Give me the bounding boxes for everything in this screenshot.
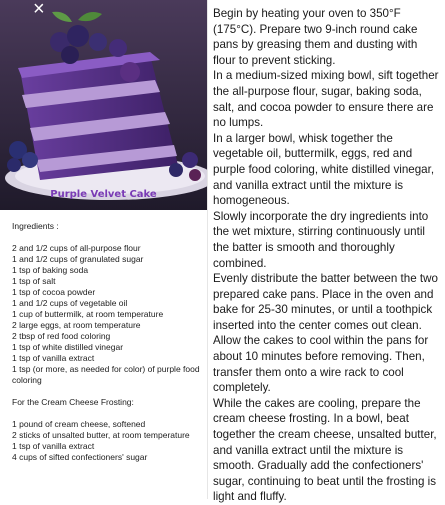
list-item: 1 tsp of baking soda [12, 265, 89, 275]
ingredients-list [12, 221, 202, 463]
list-item: 1 and 1/2 cups of granulated sugar [12, 254, 144, 264]
panel-divider [207, 0, 208, 499]
left-panel [0, 0, 207, 499]
instruction-step: Evenly distribute the batter between the two prepared cake pans. Place in the oven and bake for 25-30 minutes, or until a toothpick inserted into the center comes out clean. [213, 272, 438, 332]
close-icon[interactable]: × [33, 0, 45, 20]
frosting-heading: For the Cream Cheese Frosting: [12, 397, 134, 407]
cake-illustration [0, 0, 207, 210]
list-item: 2 sticks of unsalted butter, at room temperature [12, 430, 190, 440]
instruction-step: Allow the cakes to cool within the pans for about 10 minutes before removing. Then, transfer them onto a wire rack to cool completely. [213, 334, 429, 395]
list-item: 1 tsp of white distilled vinegar [12, 342, 124, 352]
list-item: 1 and 1/2 cups of vegetable oil [12, 298, 128, 308]
list-item: 1 tsp of salt [12, 276, 56, 286]
instruction-step: In a larger bowl, whisk together the vegetable oil, buttermilk, eggs, red and purple food coloring, white distilled vinegar, and vanilla extract until the mixture is homogeneous. [213, 131, 435, 208]
right-panel [213, 0, 443, 504]
instruction-step: While the cakes are cooling, prepare the cream cheese frosting. In a bowl, beat together the cream cheese, unsalted butter, and vanilla extract until the mixture is smooth. Gradually add the confectioners' sugar, continuing to beat until the frosting is light and fluffy. [213, 396, 437, 504]
ingredients-heading: Ingredients : [12, 221, 59, 231]
list-item: 1 tsp of vanilla extract [12, 353, 95, 363]
instruction-step: In a medium-sized mixing bowl, sift together the all-purpose flour, sugar, baking soda, salt, and cocoa powder to ensure there are no lumps. [213, 69, 439, 130]
instruction-step: Slowly incorporate the dry ingredients into the wet mixture, stirring continuously until the batter is smooth and thoroughly combined. [213, 209, 429, 270]
list-item: 1 tsp of cocoa powder [12, 287, 96, 297]
instruction-step: Begin by heating your oven to 350°F (175°C). Prepare two 9-inch round cake pans by greasing them and dusting with flour to prevent sticking. [213, 7, 418, 67]
list-item: 1 cup of buttermilk, at room temperature [12, 309, 164, 319]
list-item: 4 cups of sifted confectioners' sugar [12, 452, 148, 462]
list-item: 1 tsp of vanilla extract [12, 441, 95, 451]
list-item: 1 tsp (or more, as needed for color) of purple food coloring [12, 364, 200, 385]
cake-photo [0, 0, 207, 210]
instructions-text [213, 6, 443, 505]
photo-caption: Purple Velvet Cake [50, 189, 157, 200]
list-item: 1 pound of cream cheese, softened [12, 419, 146, 429]
list-item: 2 tbsp of red food coloring [12, 331, 111, 341]
list-item: 2 and 1/2 cups of all-purpose flour [12, 243, 141, 253]
list-item: 2 large eggs, at room temperature [12, 320, 141, 330]
